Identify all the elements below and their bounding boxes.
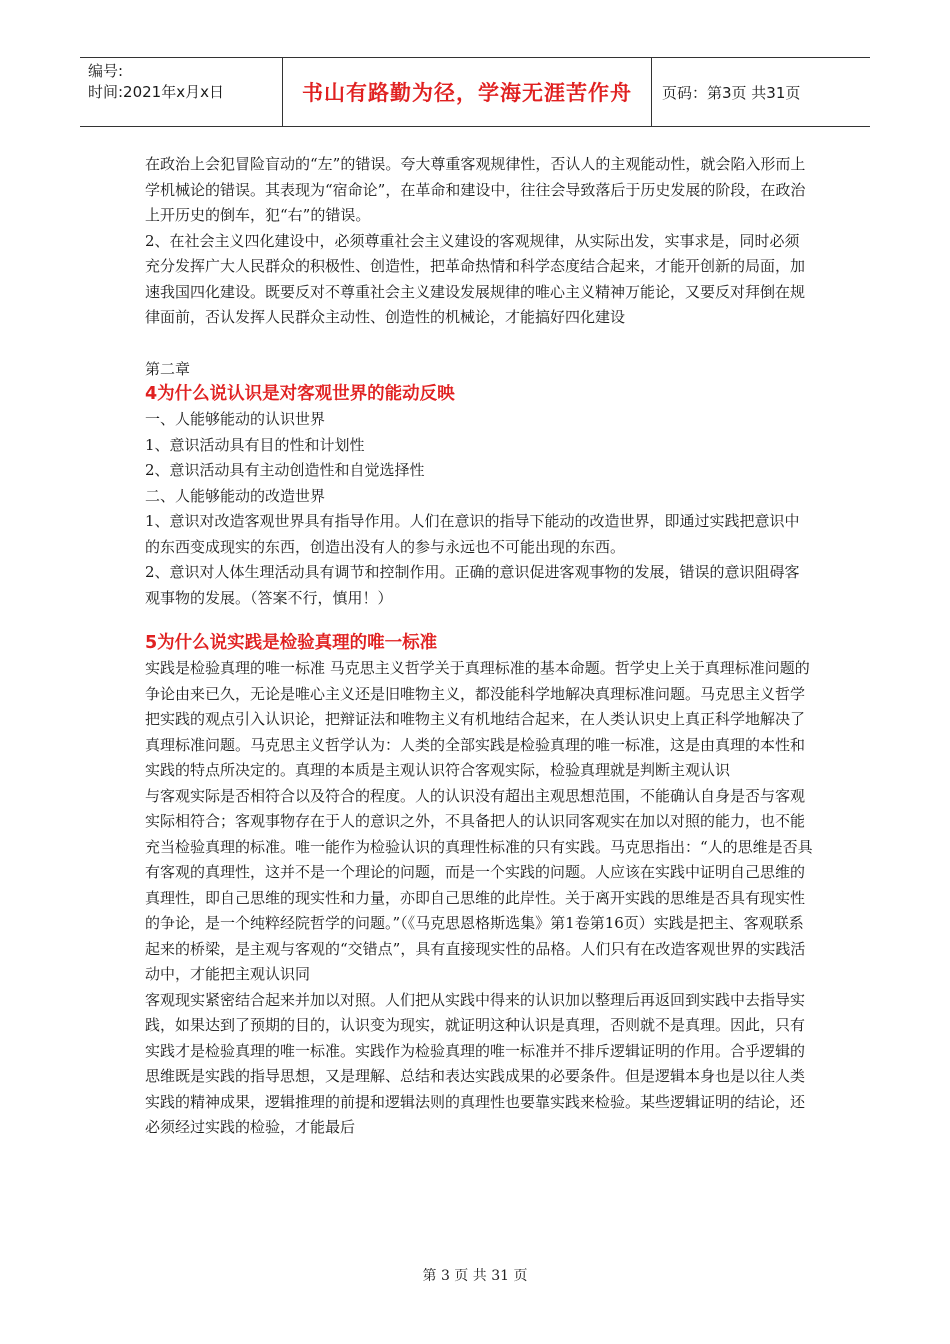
paragraph: 1、意识活动具有目的性和计划性 [145,435,365,454]
document-body [145,152,813,1141]
paragraph: 一、人能够能动的认识世界 [145,410,326,428]
paragraph: 与客观实际是否相符合以及符合的程度。人的认识没有超出主观思想范围，不能确认自身是否与客观实际相符合；客观事物存在于人的意识之外，不具备把人的认识同客观实在加以对照的能力，也不能充当检验真理的标准。唯一能作为检验认识的真理性标准的只有实践。马克思指出：“人的思维是否具有客观的真理性，这并不是一个理论的问题，而是一个实践的问题。人应该在实践中证明自己思维的真理性，即自己思维的现实性和力量，亦即自己思维的此岸性。关于离开实践的思维是否具有现实性的争论，是一个纯粹经院哲学的问题。”（《马克思恩格斯选集》第1卷第16页）实践是把主、客观联系起来的桥梁，是主观与客观的“交错点”，具有直接现实性的品格。人们只有在改造客观世界的实践活动中，才能把主观认识同 [145,786,813,983]
header-motto: 书山有路勤为径，学海无涯苦作舟 [282,58,652,126]
document-number-label: 编号: [88,62,124,80]
paragraph: 实践是检验真理的唯一标准 马克思主义哲学关于真理标准的基本命题。哲学史上关于真理标准问题的 [145,659,810,677]
paragraph: 客观现实紧密结合起来并加以对照。人们把从实践中得来的认识加以整理后再返回到实践中去指导实践，如果达到了预期的目的，认识变为现实，就证明这种认识是真理，否则就不是真理。因此，只有实践才是检验真理的唯一标准。实践作为检验真理的唯一标准并不排斥逻辑证明的作用。合乎逻辑的思维既是实践的指导思想，又是理解、总结和表达实践成果的必要条件。但是逻辑本身也是以往人类实践的精神成果，逻辑推理的前提和逻辑法则的真理性也要靠实践来检验。某些逻辑证明的结论，还必须经过实践的检验，才能最后 [145,990,806,1136]
paragraph: 2、意识对人体生理活动具有调节和控制作用。正确的意识促进客观事物的发展，错误的意识阻碍客观事物的发展。（答案不行，慎用！） [145,563,800,607]
paragraph: 1、意识对改造客观世界具有指导作用。人们在意识的指导下能动的改造世界，即通过实践把意识中的东西变成现实的东西，创造出没有人的参与永远也不可能出现的东西。 [145,512,800,556]
paragraph: 2、意识活动具有主动创造性和自觉选择性 [145,461,425,479]
header-page-info: 页码：第3页 共31页 [662,83,801,102]
section-heading-5: 5为什么说实践是检验真理的唯一标准 [145,633,438,653]
header-meta [80,58,282,126]
page-header [80,57,870,127]
paragraph: 在政治上会犯冒险盲动的“左”的错误。夸大尊重客观规律性，否认人的主观能动性，就会陷入形而上学机械论的错误。其表现为“宿命论”，在革命和建设中，往往会导致落后于历史发展的阶段，在政治上开历史的倒车，犯“右”的错误。 [145,155,806,224]
document-time-label: 时间:2021年x月x日 [88,83,224,101]
paragraph: 争论由来已久，无论是唯心主义还是旧唯物主义，都没能科学地解决真理标准问题。马克思主义哲学把实践的观点引入认识论，把辩证法和唯物主义有机地结合起来，在人类认识史上真正科学地解决了真理标准问题。马克思主义哲学认为：人类的全部实践是检验真理的唯一标准，这是由真理的本性和实践的特点所决定的。真理的本质是主观认识符合客观实际，检验真理就是判断主观认识 [145,684,806,779]
page-footer: 第 3 页 共 31 页 [422,1268,528,1284]
paragraph: 二、人能够能动的改造世界 [145,486,326,505]
section-heading-4: 4为什么说认识是对客观世界的能动反映 [145,384,455,404]
chapter-title: 第二章 [145,359,191,378]
paragraph: 2、在社会主义四化建设中，必须尊重社会主义建设的客观规律，从实际出发，实事求是，同时必须充分发挥广大人民群众的积极性、创造性，把革命热情和科学态度结合起来，才能开创新的局面，加速我国四化建设。既要反对不尊重社会主义建设发展规律的唯心主义精神万能论，又要反对拜倒在规律面前，否认发挥人民群众主动性、创造性的机械论，才能搞好四化建设 [145,231,806,326]
